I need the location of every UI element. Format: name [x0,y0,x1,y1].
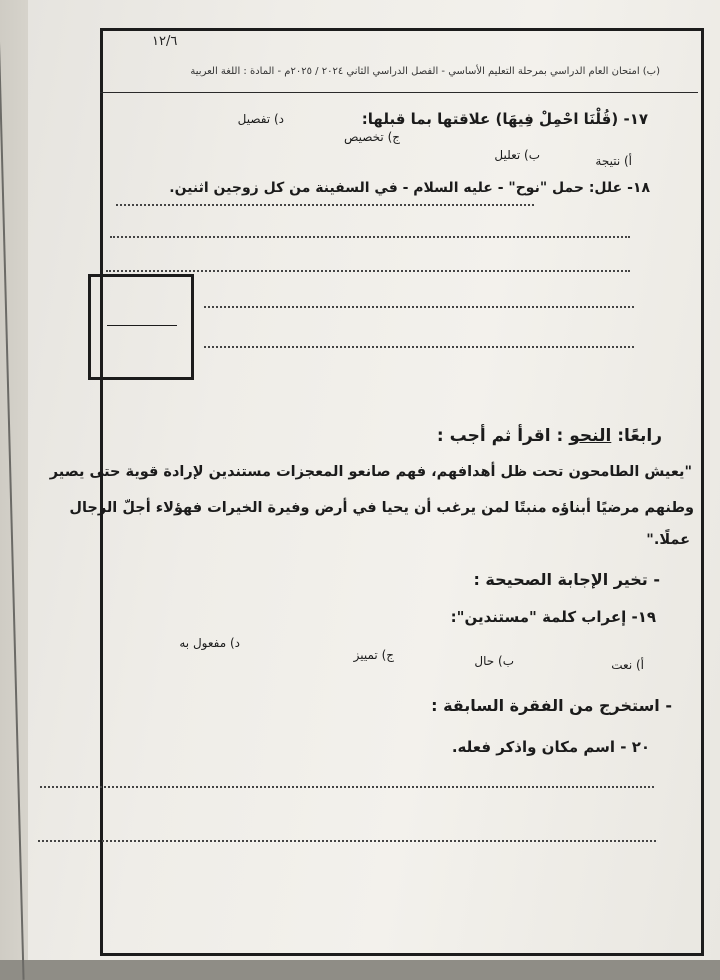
q18-answer-line-1 [116,204,534,206]
passage-line-1: "يعيش الطامحون تحت ظل أهدافهم، فهم صانعو المعجزات مستندين لإرادة قوية حتى يصير [49,464,692,480]
q18-answer-line-2 [110,236,630,238]
q20-stem: ٢٠ - اسم مكان واذكر فعله. [451,738,650,756]
passage-line-2: وطنهم مرضيًا أبناؤه منبتًا لمن يرغب أن يحيا في أرض وفيرة الخيرات فهؤلاء أجلّ الرجال [69,500,694,516]
score-box-divider [107,325,177,326]
section4-title-prefix: رابعًا: [617,426,662,446]
q19-option-b: ب) حال [474,654,514,668]
q19-option-a: أ) نعت [611,658,644,672]
exam-header-line: (ب) امتحان العام الدراسي بمرحلة التعليم الأساسي - الفصل الدراسي الثاني ٢٠٢٤ / ٢٠٢٥م - المادة : اللغة العربية [190,66,660,77]
score-box [88,274,194,380]
q18-stem: ١٨- علل: حمل "نوح" - عليه السلام - في السفينة من كل زوجين اثنين. [169,180,650,196]
q17-option-d: د) تفصيل [237,112,284,126]
extract-heading: - استخرج من الفقرة السابقة : [431,696,672,715]
q17-option-c: ج) تخصيص [343,130,400,144]
passage-line-3: عملًا." [646,532,690,548]
section4-title-topic: النحو [569,426,612,446]
q19-option-d: د) مفعول به [179,636,240,650]
q19-stem: ١٩- إعراب كلمة "مستندين": [450,608,656,626]
q18-answer-line-5 [204,346,634,348]
q17-stem: ١٧- (قُلْنَا احْمِلْ فِيهَا) علاقتها بما قبلها: [361,110,648,128]
q18-answer-line-3 [106,270,630,272]
section4-title-rest: : اقرأ ثم أجب : [436,426,564,446]
q19-option-c: ج) تمييز [353,648,394,662]
choose-correct-heading: - تخير الإجابة الصحيحة : [473,570,660,589]
header-divider [100,92,698,93]
q20-answer-line-2 [38,840,656,842]
q20-answer-line-1 [40,786,654,788]
q17-option-a: أ) نتيجة [595,154,632,168]
q17-option-b: ب) تعليل [494,148,540,162]
section4-title [437,426,662,446]
page-number: ١٢/٦ [152,34,178,49]
q18-answer-line-4 [204,306,634,308]
